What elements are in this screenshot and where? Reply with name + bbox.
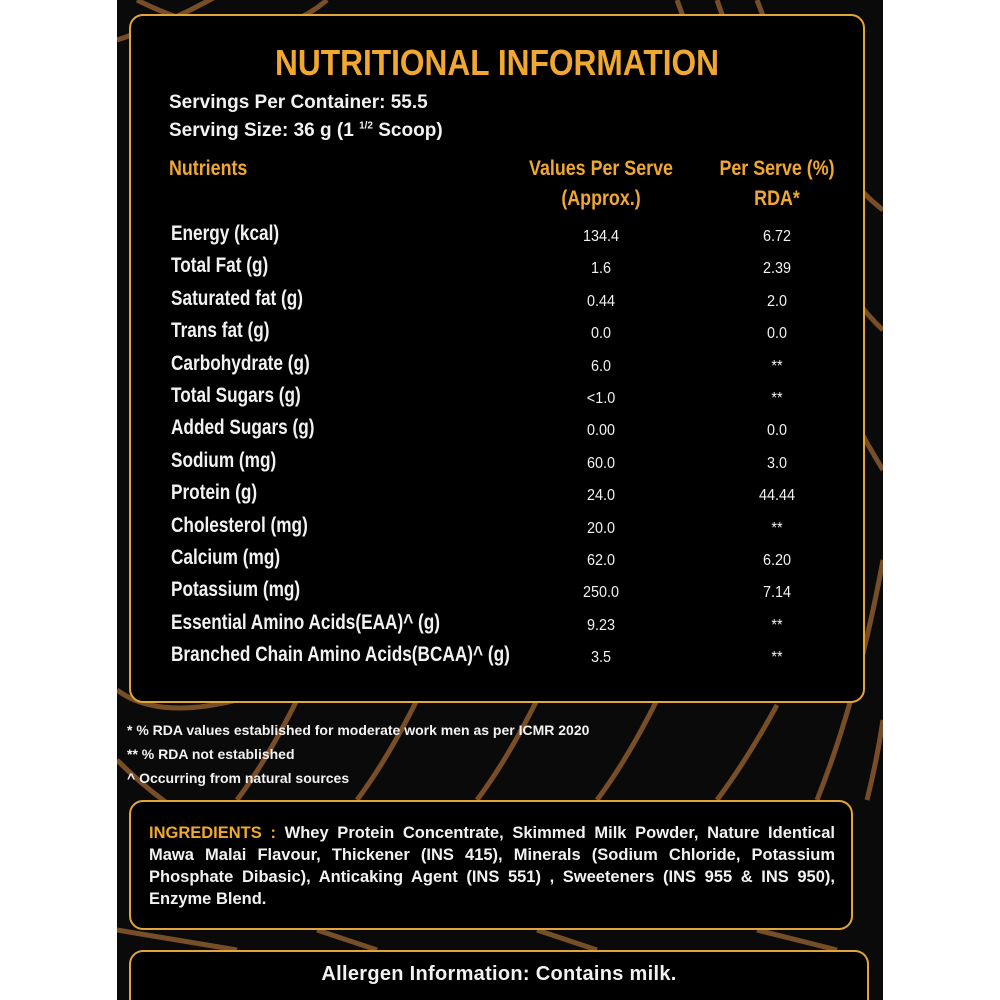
table-row bbox=[131, 384, 863, 416]
nutrient-value: 0.00 bbox=[586, 422, 616, 440]
table-row bbox=[131, 578, 863, 610]
nutrient-rda: 6.72 bbox=[762, 228, 792, 245]
nutrient-value: 0.44 bbox=[586, 292, 616, 310]
nutrient-name: Cholesterol (mg) bbox=[171, 513, 308, 537]
header-values-line2: (Approx.) bbox=[561, 187, 641, 210]
table-row bbox=[131, 611, 863, 643]
nutrient-value: 3.5 bbox=[590, 649, 612, 667]
ingredients-list: Whey Protein Concentrate, Skimmed Milk Powder, Nature Identical Mawa Malai Flavour, Thickener (INS 415), Minerals (Sodium Chloride, Potassium Phosphate Dibasic), Anticaking Agent (INS 551) , Sweeteners (INS 955 & INS 950), Enzyme Blend. bbox=[149, 824, 835, 908]
nutrient-value: 9.23 bbox=[586, 616, 616, 634]
nutrient-name: Added Sugars (g) bbox=[171, 416, 315, 440]
table-row bbox=[131, 254, 863, 286]
nutrient-name: Sodium (mg) bbox=[171, 448, 277, 472]
nutrient-value: 1.6 bbox=[590, 260, 612, 278]
nutrient-rda: 3.0 bbox=[766, 454, 788, 472]
nutrient-rda: ** bbox=[771, 649, 783, 667]
table-row bbox=[131, 352, 863, 384]
serving-size-prefix: Serving Size: 36 g (1 bbox=[169, 120, 360, 141]
nutrient-rda: 0.0 bbox=[766, 422, 788, 440]
nutrient-rda: ** bbox=[771, 357, 783, 375]
nutrient-rda: 7.14 bbox=[762, 584, 792, 602]
table-row bbox=[131, 481, 863, 513]
header-rda-line2: RDA* bbox=[754, 187, 800, 210]
footnote-rda: * % RDA values established for moderate work men as per ICMR 2020 bbox=[127, 722, 590, 738]
serving-size-fraction: 1/2 bbox=[359, 120, 373, 132]
nutrient-name: Calcium (mg) bbox=[171, 546, 281, 569]
nutrient-value: 24.0 bbox=[586, 487, 616, 505]
header-rda-line1: Per Serve (%) bbox=[719, 157, 835, 180]
allergen-info: Allergen Information: Contains milk. bbox=[321, 963, 677, 985]
nutrient-value: 62.0 bbox=[586, 552, 616, 569]
table-row bbox=[131, 287, 863, 319]
header-values bbox=[516, 154, 686, 214]
nutrition-title: NUTRITIONAL INFORMATION bbox=[274, 42, 720, 83]
serving-size-suffix: Scoop) bbox=[372, 120, 443, 141]
header-values-line1: Values Per Serve bbox=[529, 157, 673, 180]
nutrient-name: Trans fat (g) bbox=[171, 319, 270, 343]
table-row bbox=[131, 416, 863, 448]
nutrient-rda: ** bbox=[771, 616, 783, 634]
table-row bbox=[131, 514, 863, 546]
nutrient-value: 0.0 bbox=[590, 325, 612, 343]
footnotes bbox=[127, 718, 589, 790]
nutrient-rda: 6.20 bbox=[762, 552, 792, 569]
table-row bbox=[131, 319, 863, 351]
ingredients-box bbox=[129, 800, 853, 930]
table-row bbox=[131, 449, 863, 481]
nutrient-rda: ** bbox=[771, 390, 783, 407]
servings-per-container: Servings Per Container: 55.5 bbox=[169, 92, 428, 113]
nutrient-name: Carbohydrate (g) bbox=[171, 351, 310, 375]
nutrient-name: Energy (kcal) bbox=[171, 222, 280, 245]
nutrient-value: <1.0 bbox=[586, 390, 616, 407]
header-rda bbox=[701, 154, 854, 214]
nutrient-name: Saturated fat (g) bbox=[171, 286, 304, 310]
nutrient-name: Total Fat (g) bbox=[171, 254, 269, 278]
ingredients-label: INGREDIENTS : bbox=[149, 824, 285, 842]
nutrition-table-box bbox=[129, 14, 865, 703]
nutrient-rda: ** bbox=[771, 519, 783, 537]
footnote-not-established: ** % RDA not established bbox=[127, 746, 295, 762]
allergen-box bbox=[129, 950, 869, 1000]
nutrient-rda: 0.0 bbox=[766, 325, 788, 343]
header-nutrients: Nutrients bbox=[169, 157, 248, 180]
nutrient-value: 60.0 bbox=[586, 454, 616, 472]
nutrient-rda: 2.39 bbox=[762, 260, 792, 278]
nutrient-name: Branched Chain Amino Acids(BCAA)^ (g) bbox=[171, 643, 510, 667]
nutrient-value: 134.4 bbox=[582, 228, 620, 245]
table-row bbox=[131, 546, 863, 578]
nutrient-name: Potassium (mg) bbox=[171, 578, 301, 602]
table-row bbox=[131, 643, 863, 675]
nutrient-rda: 2.0 bbox=[766, 292, 788, 310]
nutrient-rda: 44.44 bbox=[758, 487, 796, 505]
nutrient-name: Essential Amino Acids(EAA)^ (g) bbox=[171, 610, 441, 634]
serving-size bbox=[169, 120, 443, 142]
nutrient-name: Protein (g) bbox=[171, 481, 258, 505]
table-row bbox=[131, 222, 863, 254]
nutrient-value: 250.0 bbox=[582, 584, 620, 602]
label-panel bbox=[117, 0, 883, 1000]
nutrient-name: Total Sugars (g) bbox=[171, 384, 301, 407]
ingredients-text bbox=[149, 822, 835, 910]
nutrient-value: 6.0 bbox=[590, 357, 612, 375]
nutrient-value: 20.0 bbox=[586, 519, 616, 537]
footnote-natural-sources: ^ Occurring from natural sources bbox=[127, 770, 350, 786]
